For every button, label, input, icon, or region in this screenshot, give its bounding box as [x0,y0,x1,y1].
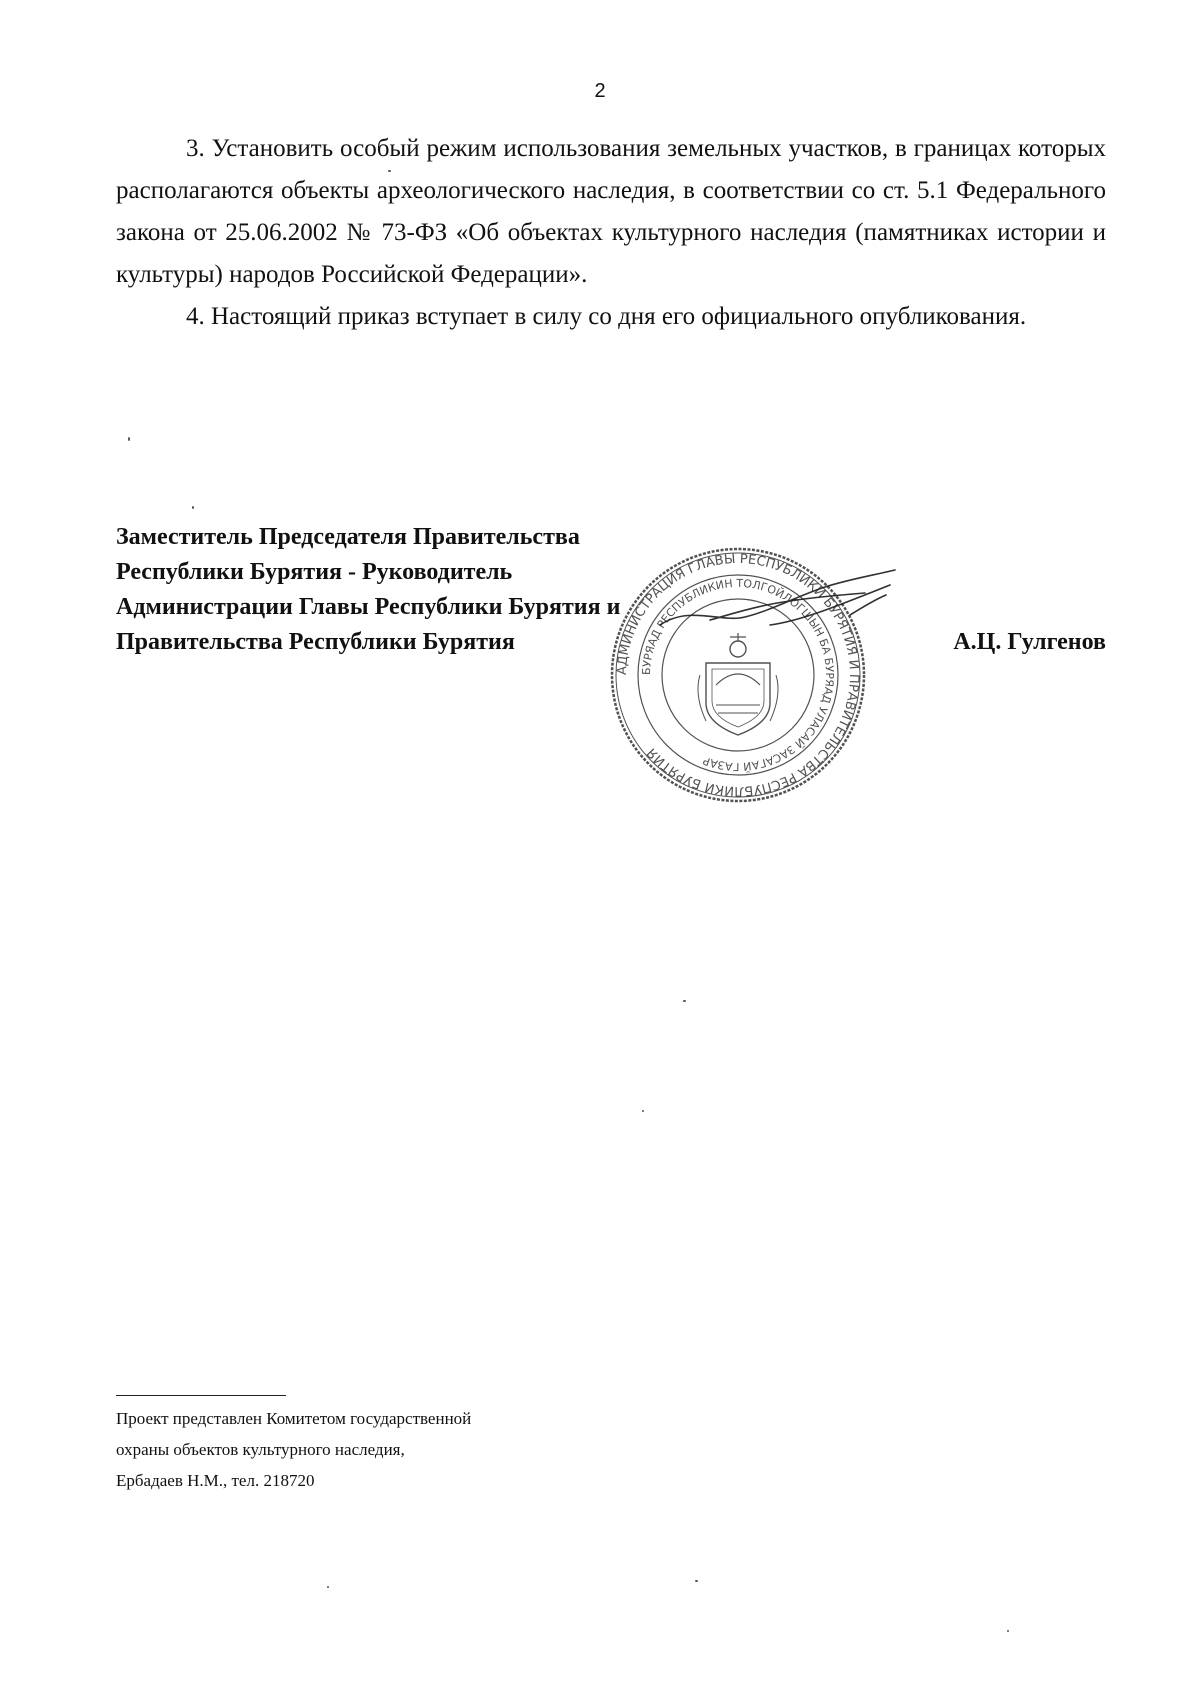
signer-name: А.Ц. Гулгенов [953,629,1106,655]
scan-speck [128,437,130,441]
footnote-divider [116,1395,286,1396]
position-line: Администрации Главы Республики Бурятия и [116,594,621,620]
scan-speck [327,1586,329,1588]
scan-speck [695,1580,698,1582]
position-line: Правительства Республики Бурятия [116,629,515,655]
signatory-position [116,520,620,660]
paragraph-3: 3. Установить особый режим использования земельных участков, в границах которых располагаются объекты археологического наследия, в соответствии со ст. 5.1 Федерального закона от 25.06.2002 № 73-ФЗ «Об объектах культурного наследия (памятниках истории и культуры) народов Российской Федерации». [116,135,1106,288]
scan-speck [192,506,194,509]
scan-speck [683,1000,686,1002]
footnote-line: Проект представлен Комитетом государственной [116,1409,472,1428]
footnote-line: охраны объектов культурного наследия, [116,1440,405,1459]
scan-speck [1007,1630,1009,1632]
paragraph-4: 4. Настоящий приказ вступает в силу со дня его официального опубликования. [186,303,1027,330]
stamp-outer-text: АДМИНИСТРАЦИЯ ГЛАВЫ РЕСПУБЛИКИ БУРЯТИЯ И ПРАВИТЕЛЬСТВА РЕСПУБЛИКИ БУРЯТИЯ [614,551,862,799]
scan-speck [388,170,391,172]
stamp-inner-text: БУРЯАД РЕСПУБЛИКИН ТОЛГОЙЛОГШЫН БА БУРЯАД УЛАСАЙ ЗАСАГАЙ ГАЗАР [639,576,837,774]
footnote-line: Ербадаев Н.М., тел. 218720 [116,1471,315,1490]
document-body [116,128,1106,338]
page-number: 2 [594,80,606,102]
scan-speck [642,1110,644,1112]
position-line: Заместитель Председателя Правительства [116,524,580,550]
position-line: Республики Бурятия - Руководитель [116,559,513,585]
handwritten-signature [650,565,910,685]
footnote [116,1403,471,1496]
